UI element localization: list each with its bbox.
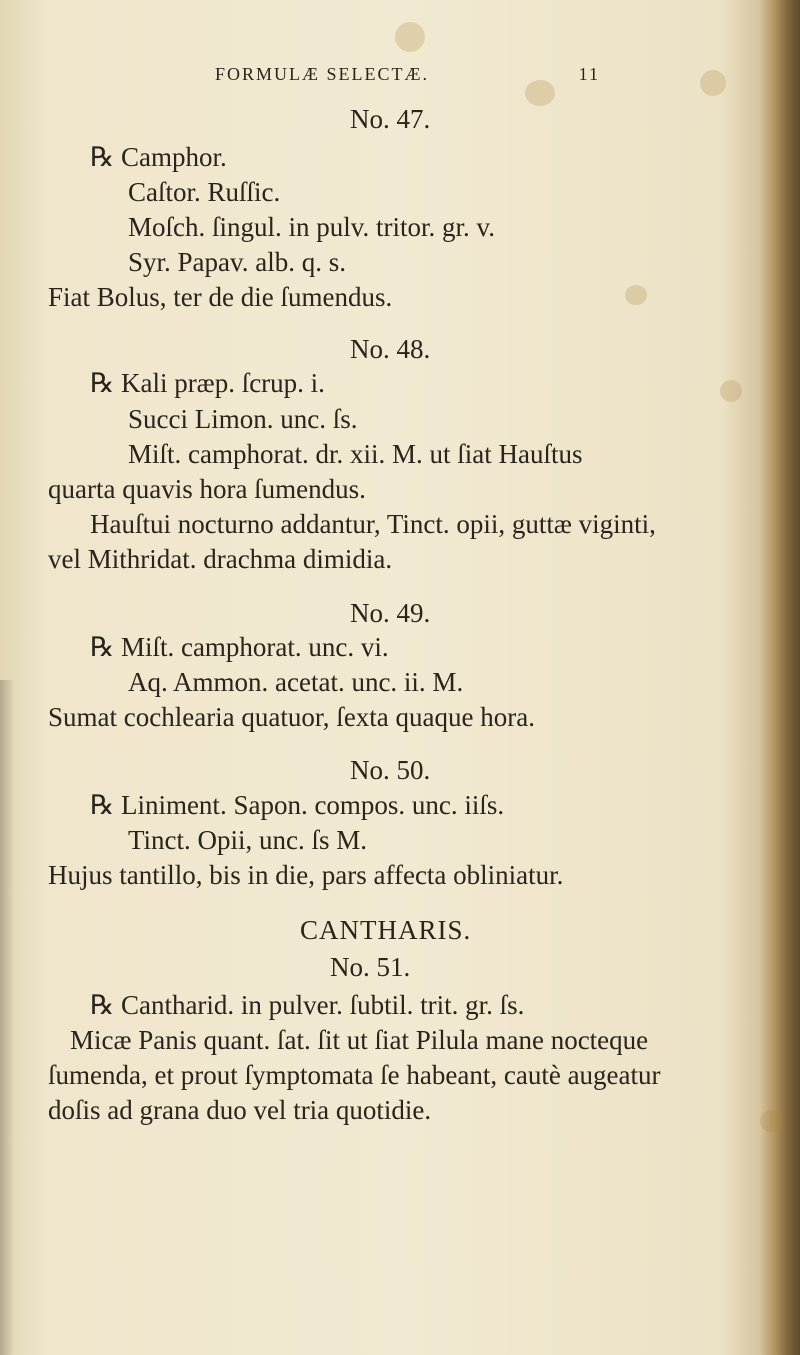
formula-line: doſis ad grana duo vel tria quotidie. — [48, 1095, 432, 1125]
foxing-stain — [625, 285, 647, 305]
formula-line: ℞ Kali præp. ſcrup. i. — [90, 368, 325, 398]
formula-number: No. 50. — [350, 755, 431, 785]
section-title: CANTHARIS. — [300, 915, 472, 945]
formula-number: No. 51. — [330, 952, 411, 982]
page-number: 11 — [578, 64, 600, 84]
formula-line: Syr. Papav. alb. q. s. — [128, 247, 346, 277]
formula-line: Caſtor. Ruſſic. — [128, 177, 281, 207]
formula-line: Micæ Panis quant. ſat. ſit ut ſiat Pilula mane nocteque — [70, 1025, 649, 1055]
running-header — [215, 64, 600, 85]
foxing-stain — [700, 70, 726, 96]
foxing-stain — [395, 22, 425, 52]
formula-line: Fiat Bolus, ter de die ſumendus. — [48, 282, 393, 312]
page-spine-shadow — [760, 0, 800, 1355]
formula-line: ℞ Camphor. — [90, 142, 227, 172]
formula-line: vel Mithridat. drachma dimidia. — [48, 544, 393, 574]
formula-number: No. 47. — [350, 104, 431, 134]
formula-number: No. 48. — [350, 334, 431, 364]
formula-line: ℞ Liniment. Sapon. compos. unc. iiſs. — [90, 790, 505, 820]
formula-line: Sumat cochlearia quatuor, ſexta quaque hora. — [48, 702, 535, 732]
formula-line: Moſch. ſingul. in pulv. tritor. gr. v. — [128, 212, 495, 242]
foxing-stain — [760, 1110, 782, 1132]
formula-number: No. 49. — [350, 598, 431, 628]
formula-line: Hujus tantillo, bis in die, pars affecta obliniatur. — [48, 860, 564, 890]
formula-line: ℞ Cantharid. in pulver. ſubtil. trit. gr. ſs. — [90, 990, 525, 1020]
page-left-edge — [0, 680, 14, 1355]
foxing-stain — [720, 380, 742, 402]
running-title: FORMULÆ SELECTÆ. — [215, 64, 430, 84]
formula-line: ℞ Miſt. camphorat. unc. vi. — [90, 632, 389, 662]
formula-line: Aq. Ammon. acetat. unc. ii. M. — [128, 667, 464, 697]
formula-line: Hauſtui nocturno addantur, Tinct. opii, guttæ viginti, — [90, 509, 656, 539]
formula-line: Tinct. Opii, unc. ſs M. — [128, 825, 368, 855]
formula-line: Miſt. camphorat. dr. xii. M. ut ſiat Hauſtus — [128, 439, 583, 469]
formula-line: ſumenda, et prout ſymptomata ſe habeant, cautè augeatur — [48, 1060, 661, 1090]
formula-line: Succi Limon. unc. ſs. — [128, 404, 358, 434]
formula-line: quarta quavis hora ſumendus. — [48, 474, 366, 504]
